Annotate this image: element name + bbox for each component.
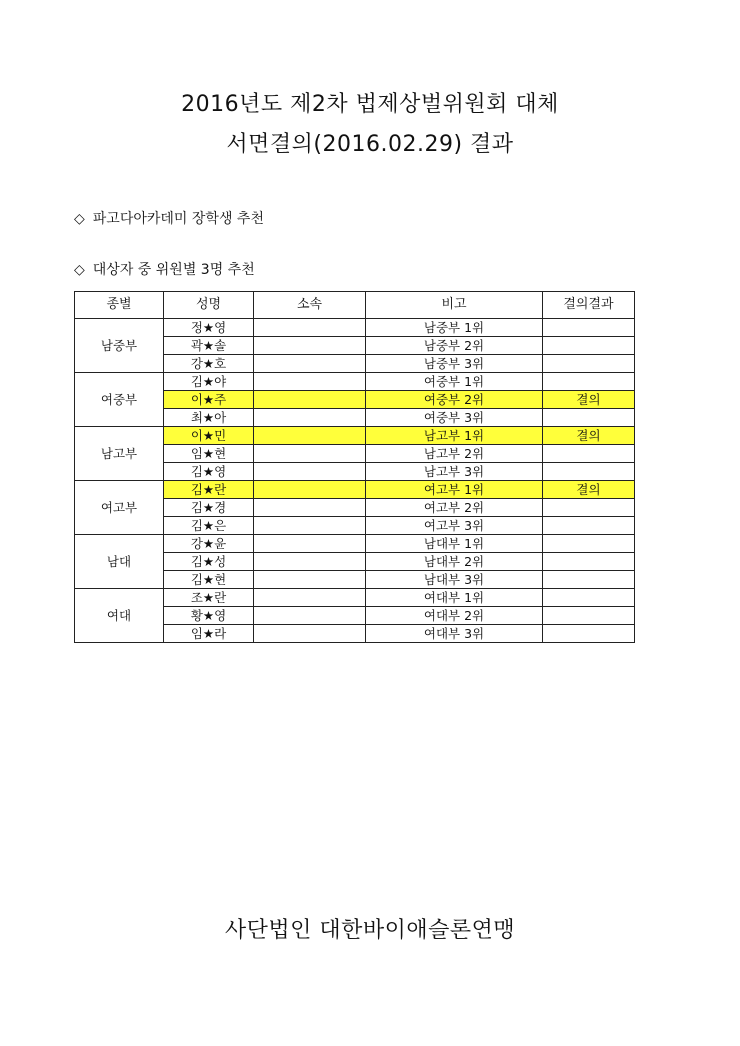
affiliation-cell <box>254 373 366 391</box>
table-row <box>75 319 635 337</box>
name-cell: 김★영 <box>164 463 254 481</box>
result-cell: 결의 <box>543 427 635 445</box>
affiliation-cell <box>254 391 366 409</box>
affiliation-cell <box>254 445 366 463</box>
result-cell <box>543 355 635 373</box>
name-cell: 김★야 <box>164 373 254 391</box>
category-cell: 남대 <box>75 535 164 589</box>
affiliation-cell <box>254 337 366 355</box>
affiliation-cell <box>254 535 366 553</box>
name-cell: 정★영 <box>164 319 254 337</box>
result-cell <box>543 517 635 535</box>
category-cell: 남중부 <box>75 319 164 373</box>
affiliation-cell <box>254 463 366 481</box>
category-cell: 여고부 <box>75 481 164 535</box>
name-cell: 곽★솔 <box>164 337 254 355</box>
name-cell: 조★란 <box>164 589 254 607</box>
note-cell: 남고부 3위 <box>366 463 543 481</box>
note-cell: 여중부 3위 <box>366 409 543 427</box>
note-cell: 여중부 2위 <box>366 391 543 409</box>
category-cell: 여중부 <box>75 373 164 427</box>
affiliation-cell <box>254 427 366 445</box>
note-cell: 남중부 3위 <box>366 355 543 373</box>
note-cell: 남고부 1위 <box>366 427 543 445</box>
name-cell: 강★윤 <box>164 535 254 553</box>
name-cell: 임★현 <box>164 445 254 463</box>
result-cell <box>543 445 635 463</box>
affiliation-cell <box>254 499 366 517</box>
note-cell: 여대부 2위 <box>366 607 543 625</box>
header-affiliation: 소속 <box>254 292 366 319</box>
name-cell: 김★경 <box>164 499 254 517</box>
header-name: 성명 <box>164 292 254 319</box>
note-cell: 여고부 2위 <box>366 499 543 517</box>
header-category: 종별 <box>75 292 164 319</box>
note-cell: 남대부 2위 <box>366 553 543 571</box>
note-cell: 여고부 1위 <box>366 481 543 499</box>
result-cell <box>543 499 635 517</box>
name-cell: 이★주 <box>164 391 254 409</box>
name-cell: 김★성 <box>164 553 254 571</box>
name-cell: 이★민 <box>164 427 254 445</box>
bullet-text: 파고다아카데미 장학생 추천 <box>92 211 264 227</box>
affiliation-cell <box>254 517 366 535</box>
note-cell: 여대부 3위 <box>366 625 543 643</box>
organization-footer: 사단법인 대한바이애슬론연맹 <box>224 918 516 943</box>
diamond-outline-icon: ◇ <box>74 262 85 278</box>
result-cell <box>543 589 635 607</box>
affiliation-cell <box>254 319 366 337</box>
table-row <box>75 481 635 499</box>
header-result: 결의결과 <box>543 292 635 319</box>
name-cell: 최★아 <box>164 409 254 427</box>
result-cell <box>543 625 635 643</box>
name-cell: 김★현 <box>164 571 254 589</box>
bullet-text: 대상자 중 위원별 3명 추천 <box>92 262 255 278</box>
note-cell: 남고부 2위 <box>366 445 543 463</box>
affiliation-cell <box>254 553 366 571</box>
name-cell: 김★은 <box>164 517 254 535</box>
result-cell <box>543 337 635 355</box>
name-cell: 임★라 <box>164 625 254 643</box>
result-cell <box>543 607 635 625</box>
table-row <box>75 427 635 445</box>
result-cell <box>543 373 635 391</box>
name-cell: 황★영 <box>164 607 254 625</box>
name-cell: 김★란 <box>164 481 254 499</box>
affiliation-cell <box>254 571 366 589</box>
section-bullet-recommendation <box>74 259 255 279</box>
diamond-outline-icon: ◇ <box>74 211 85 227</box>
header-note: 비고 <box>366 292 543 319</box>
table-row <box>75 535 635 553</box>
document-title-line-2: 서면결의(2016.02.29) 결과 <box>226 132 514 157</box>
note-cell: 남대부 1위 <box>366 535 543 553</box>
note-cell: 남중부 1위 <box>366 319 543 337</box>
category-cell: 여대 <box>75 589 164 643</box>
note-cell: 여고부 3위 <box>366 517 543 535</box>
result-cell <box>543 535 635 553</box>
table-row <box>75 589 635 607</box>
result-cell <box>543 553 635 571</box>
result-cell: 결의 <box>543 391 635 409</box>
result-cell: 결의 <box>543 481 635 499</box>
table-body <box>75 319 635 643</box>
results-table <box>74 291 635 643</box>
affiliation-cell <box>254 355 366 373</box>
section-bullet-scholarship <box>74 208 264 228</box>
affiliation-cell <box>254 481 366 499</box>
table-header-row <box>75 292 635 319</box>
result-cell <box>543 409 635 427</box>
table-row <box>75 373 635 391</box>
note-cell: 여중부 1위 <box>366 373 543 391</box>
result-cell <box>543 463 635 481</box>
note-cell: 남중부 2위 <box>366 337 543 355</box>
affiliation-cell <box>254 607 366 625</box>
document-title-line-1: 2016년도 제2차 법제상벌위원회 대체 <box>181 92 559 117</box>
affiliation-cell <box>254 625 366 643</box>
note-cell: 여대부 1위 <box>366 589 543 607</box>
result-cell <box>543 571 635 589</box>
result-cell <box>543 319 635 337</box>
name-cell: 강★호 <box>164 355 254 373</box>
affiliation-cell <box>254 589 366 607</box>
note-cell: 남대부 3위 <box>366 571 543 589</box>
category-cell: 남고부 <box>75 427 164 481</box>
affiliation-cell <box>254 409 366 427</box>
